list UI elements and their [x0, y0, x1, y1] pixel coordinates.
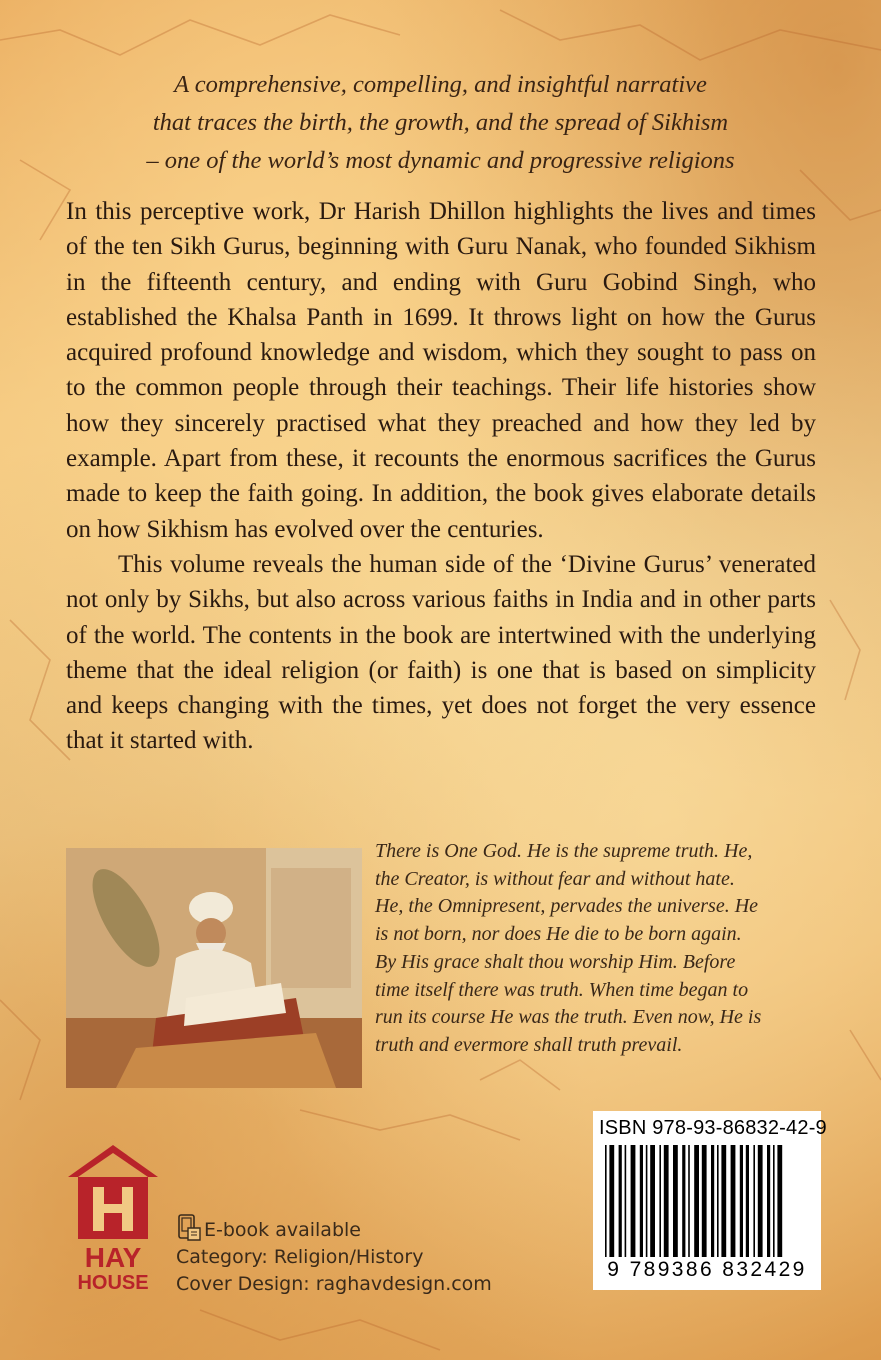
category-text: Category: Religion/History: [176, 1246, 424, 1268]
barcode-digits: 9 789386 832429: [607, 1258, 807, 1281]
book-meta: [176, 1217, 492, 1298]
isbn-label: ISBN 978-93-86832-42-9: [599, 1117, 827, 1139]
barcode-bar: [753, 1145, 755, 1257]
barcode-bar: [664, 1145, 669, 1257]
quote-line: is not born, nor does He die to be born again.: [375, 923, 742, 946]
mool-mantar-quote: [375, 838, 820, 1060]
barcode-bar: [646, 1145, 648, 1257]
barcode-bar: [625, 1145, 627, 1257]
barcode-bar: [659, 1145, 661, 1257]
guru-painting-illustration: [66, 848, 362, 1088]
tagline-line: A comprehensive, compelling, and insightful narrative: [174, 71, 707, 98]
barcode-bar: [650, 1145, 655, 1257]
tagline-line: that traces the birth, the growth, and the spread of Sikhism: [152, 109, 729, 136]
ebook-row: [176, 1217, 492, 1244]
description-paragraph: In this perceptive work, Dr Harish Dhillon highlights the lives and times of the ten Sikh Gurus, beginning with Guru Nanak, who founded Sikhism in the fifteenth century, and ending with Guru Gobind Singh, who established the Khalsa Panth in 1699. It throws light on how the Gurus acquired profound knowledge and wisdom, which they sought to pass on to the common people through their teachings. Their life histories show how they sincerely practised what they preached and how they led by example. Apart from these, it recounts the enormous sacrifices the Gurus made to keep the faith going. In addition, the book gives elaborate details on how Sikhism has evolved over the centuries.: [66, 198, 816, 543]
book-description: [66, 194, 816, 759]
hay-house-logo: [66, 1143, 160, 1293]
logo-text-house: HOUSE: [77, 1272, 149, 1293]
description-paragraph: This volume reveals the human side of the ‘Divine Gurus’ venerated not only by Sikhs, but also across various faiths in India and in other parts of the world. The contents in the book are intertwined with the underlying theme that the ideal religion (or faith) is one that is based on simplicity and keeps changing with the times, yet does not forget the very essence that it started with.: [66, 550, 816, 755]
barcode-bar: [640, 1145, 643, 1257]
barcode-bar: [682, 1145, 685, 1257]
barcode-bar: [717, 1145, 719, 1257]
barcode-bar: [777, 1145, 782, 1257]
barcode-bar: [619, 1145, 622, 1257]
quote-line: run its course He was the truth. Even now, He is: [375, 1006, 762, 1029]
quote-line: There is One God. He is the supreme truth. He,: [375, 840, 753, 862]
barcode-bar: [673, 1145, 678, 1257]
cover-design-text: Cover Design: raghavdesign.com: [176, 1273, 492, 1295]
isbn-barcode: [593, 1111, 827, 1290]
tagline-line: – one of the world’s most dynamic and progressive religions: [146, 147, 735, 174]
barcode-bar: [711, 1145, 714, 1257]
quote-line: truth and evermore shall truth prevail.: [375, 1033, 683, 1056]
quote-line: the Creator, is without fear and without hate.: [375, 867, 735, 890]
barcode-bar: [631, 1145, 636, 1257]
barcode-bar: [767, 1145, 770, 1257]
barcode-bars: [601, 1145, 813, 1257]
quote-line: time itself there was truth. When time began to: [375, 978, 749, 1001]
logo-text-hay: HAY: [84, 1242, 142, 1273]
barcode-bar: [694, 1145, 699, 1257]
barcode-bar: [605, 1145, 607, 1257]
quote-line: By His grace shalt thou worship Him. Before: [375, 950, 736, 973]
barcode-bar: [721, 1145, 726, 1257]
barcode-bar: [740, 1145, 743, 1257]
tagline: [60, 66, 821, 180]
barcode-bar: [746, 1145, 749, 1257]
barcode-bar: [773, 1145, 775, 1257]
barcode-bar: [758, 1145, 763, 1257]
barcode-bar: [688, 1145, 690, 1257]
barcode-bar: [731, 1145, 736, 1257]
ebook-available-text: E-book available: [204, 1219, 361, 1241]
barcode-bar: [609, 1145, 614, 1257]
ebook-device-icon: [176, 1214, 202, 1241]
barcode-bar: [702, 1145, 707, 1257]
quote-line: He, the Omnipresent, pervades the universe. He: [375, 895, 759, 918]
